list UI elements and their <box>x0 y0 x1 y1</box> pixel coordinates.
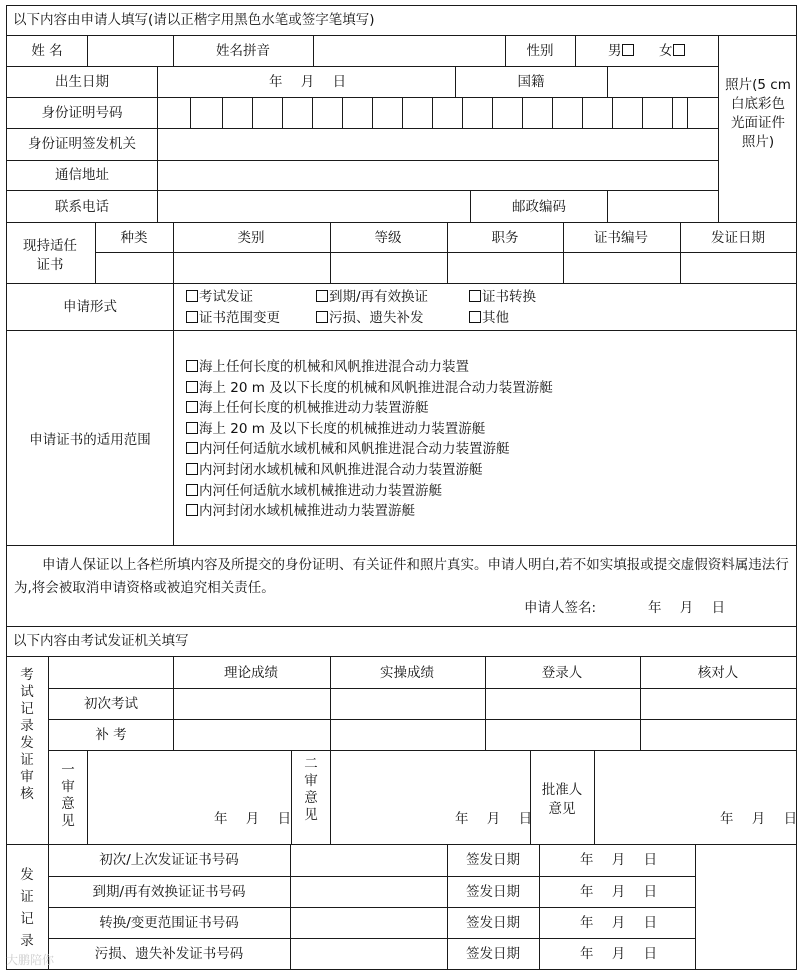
scope-item[interactable] <box>186 460 553 481</box>
address-label: 通信地址 <box>55 167 109 183</box>
rule <box>485 656 486 750</box>
exam-col-checker: 核对人 <box>697 665 739 681</box>
scope-item-label: 内河封闭水域机械和风帆推进混合动力装置游艇 <box>199 461 483 478</box>
rule <box>330 750 331 844</box>
option-exam-issue[interactable] <box>186 289 253 305</box>
gender-male-option[interactable] <box>608 43 635 59</box>
female-label: 女 <box>659 43 673 59</box>
rule <box>402 97 403 128</box>
checkbox[interactable] <box>186 504 198 516</box>
rule <box>505 35 506 66</box>
checkbox[interactable] <box>316 290 328 302</box>
phone-label: 联系电话 <box>55 199 109 215</box>
rule <box>6 5 797 6</box>
option-other[interactable] <box>469 310 509 326</box>
scope-item-label: 海上 20 m 及以下长度的机械和风帆推进混合动力装置游艇 <box>199 379 553 396</box>
birth-date-label: 出生日期 <box>55 74 109 90</box>
cert-col-category: 类别 <box>237 230 265 246</box>
photo-box[interactable]: 照片(5 cm白底彩色光面证件照片) <box>725 77 791 150</box>
rule <box>6 330 797 331</box>
exam-record-label: 考试记录发证审核 <box>20 667 34 802</box>
rule <box>6 190 718 191</box>
rule <box>87 750 88 844</box>
rule <box>252 97 253 128</box>
issue-date-field[interactable]: 年 月 日 <box>580 852 658 868</box>
rule <box>48 938 695 939</box>
rule <box>672 97 673 128</box>
rule <box>6 222 797 223</box>
rule <box>313 35 314 66</box>
rule <box>607 66 608 97</box>
checkbox[interactable] <box>186 381 198 393</box>
rule <box>173 283 174 545</box>
scope-item-label: 内河任何适航水域机械推进动力装置游艇 <box>199 482 442 499</box>
rule <box>6 626 797 627</box>
rule <box>530 750 531 844</box>
rule <box>48 656 49 969</box>
issue-date-field[interactable]: 年 月 日 <box>580 884 658 900</box>
issue-row-renewal: 到期/再有效换证证书号码 <box>92 884 246 900</box>
rule <box>48 907 695 908</box>
scope-item[interactable] <box>186 378 553 399</box>
signature-label: 申请人签名: <box>524 600 597 616</box>
rule <box>642 97 643 128</box>
checkbox[interactable] <box>469 290 481 302</box>
issue-date-label: 签发日期 <box>466 946 520 962</box>
option-scope-change[interactable] <box>186 310 280 326</box>
section2-header: 以下内容由考试发证机关填写 <box>13 633 189 649</box>
rule <box>6 283 797 284</box>
female-checkbox[interactable] <box>673 44 685 56</box>
rule <box>447 844 448 969</box>
issue-date-label: 签发日期 <box>466 852 520 868</box>
watermark: 大鹏陪你 <box>6 953 55 967</box>
cert-col-grade: 等级 <box>374 230 402 246</box>
scope-item-label: 海上任何长度的机械和风帆推进混合动力装置 <box>199 359 469 375</box>
current-cert-label: 现持适任证书 <box>23 238 77 273</box>
postal-code-label: 邮政编码 <box>512 199 566 215</box>
rule <box>48 688 797 689</box>
review1-label: 一审意见 <box>61 762 75 829</box>
rule <box>372 97 373 128</box>
issue-row-conversion: 转换/变更范围证书号码 <box>99 915 239 931</box>
scope-label: 申请证书的适用范围 <box>29 432 151 448</box>
rule <box>290 844 291 969</box>
review2-date[interactable]: 年 月 日 <box>455 811 533 827</box>
exam-col-theory: 理论成绩 <box>224 665 278 681</box>
rule <box>455 66 456 97</box>
exam-col-recorder: 登录人 <box>541 665 583 681</box>
rule <box>157 66 158 222</box>
rule <box>492 97 493 128</box>
rule <box>6 545 797 546</box>
rule <box>173 656 174 750</box>
male-checkbox[interactable] <box>622 44 634 56</box>
checkbox[interactable] <box>186 311 198 323</box>
gender-label: 性别 <box>526 43 554 59</box>
rule <box>539 844 540 969</box>
exam-col-practical: 实操成绩 <box>380 665 434 681</box>
rule <box>582 97 583 128</box>
issue-date-field[interactable]: 年 月 日 <box>580 946 658 962</box>
rule <box>48 719 797 720</box>
id-issuer-label: 身份证明签发机关 <box>28 136 136 152</box>
issue-row-reissue: 污损、遗失补发证书号码 <box>94 946 244 962</box>
birth-date-field[interactable]: 年 月 日 <box>269 74 347 90</box>
option-label: 其他 <box>482 310 509 326</box>
rule <box>447 222 448 283</box>
issue-date-label: 签发日期 <box>466 884 520 900</box>
cert-col-date: 发证日期 <box>711 230 765 246</box>
checkbox[interactable] <box>186 290 198 302</box>
rule <box>607 190 608 222</box>
scope-item[interactable] <box>186 419 553 440</box>
scope-list <box>186 357 553 522</box>
male-label: 男 <box>608 43 622 59</box>
issue-row-first: 初次/上次发证证书号码 <box>99 852 239 868</box>
option-label: 证书范围变更 <box>199 310 280 326</box>
rule <box>6 844 797 845</box>
review1-date[interactable]: 年 月 日 <box>214 811 292 827</box>
declaration-text: 申请人保证以上各栏所填内容及所提交的身份证明、有关证件和照片真实。申请人明白,若不如实填报或提交虚假资料属违法行为,将会被取消申请资格或被追究相关责任。 <box>14 557 789 596</box>
rule <box>95 222 96 283</box>
rule <box>330 222 331 283</box>
rule <box>6 128 718 129</box>
exam-row-makeup: 补 考 <box>95 727 127 743</box>
id-number-label: 身份证明号码 <box>41 105 123 121</box>
scope-item[interactable] <box>186 439 553 460</box>
option-conversion[interactable] <box>469 289 536 305</box>
scope-item-label: 海上 20 m 及以下长度的机械推进动力装置游艇 <box>199 420 486 437</box>
scope-item[interactable] <box>186 398 553 419</box>
gender-female-option[interactable] <box>659 43 686 59</box>
approver-date[interactable]: 年 月 日 <box>720 811 798 827</box>
rule <box>87 35 88 66</box>
rule <box>222 97 223 128</box>
name-pinyin-label: 姓名拼音 <box>216 43 270 59</box>
cert-col-number: 证书编号 <box>594 230 648 246</box>
checkbox[interactable] <box>469 311 481 323</box>
rule <box>173 222 174 283</box>
checkbox[interactable] <box>186 422 198 434</box>
option-label: 证书转换 <box>482 289 536 305</box>
option-reissue[interactable] <box>316 310 424 326</box>
rule <box>575 35 576 66</box>
option-label: 考试发证 <box>199 289 253 305</box>
name-label: 姓 名 <box>31 43 63 59</box>
nationality-label: 国籍 <box>517 74 545 90</box>
rule <box>680 222 681 283</box>
rule <box>470 190 471 222</box>
rule <box>563 222 564 283</box>
checkbox[interactable] <box>186 401 198 413</box>
issue-date-field[interactable]: 年 月 日 <box>580 915 658 931</box>
checkbox[interactable] <box>186 484 198 496</box>
checkbox[interactable] <box>316 311 328 323</box>
rule <box>48 750 797 751</box>
checkbox[interactable] <box>186 442 198 454</box>
issue-record-label: 发证记录 <box>20 867 34 949</box>
option-label: 到期/再有效换证 <box>329 289 429 305</box>
cert-col-kind: 种类 <box>120 230 148 246</box>
rule <box>190 97 191 128</box>
scope-item-label: 内河封闭水域机械推进动力装置游艇 <box>199 503 415 520</box>
rule <box>612 97 613 128</box>
rule <box>6 656 797 657</box>
option-label: 污损、遗失补发 <box>329 310 424 326</box>
rule <box>282 97 283 128</box>
rule <box>6 35 797 36</box>
rule <box>432 97 433 128</box>
rule <box>173 35 174 66</box>
rule <box>522 97 523 128</box>
rule <box>6 66 718 67</box>
rule <box>48 876 695 877</box>
rule <box>687 97 688 128</box>
review2-label: 二审意见 <box>304 756 318 823</box>
rule <box>342 97 343 128</box>
scope-item[interactable] <box>186 501 553 522</box>
rule <box>718 35 719 223</box>
issue-date-label: 签发日期 <box>466 915 520 931</box>
rule <box>462 97 463 128</box>
checkbox[interactable] <box>186 360 198 372</box>
rule <box>640 656 641 750</box>
rule <box>312 97 313 128</box>
exam-row-first: 初次考试 <box>84 696 138 712</box>
scope-item[interactable] <box>186 357 553 378</box>
rule <box>552 97 553 128</box>
scope-item-label: 海上任何长度的机械推进动力装置游艇 <box>199 400 429 417</box>
cert-col-position: 职务 <box>491 230 519 246</box>
signature-date[interactable]: 年 月 日 <box>648 600 726 616</box>
rule <box>6 969 797 970</box>
scope-item[interactable] <box>186 481 553 502</box>
rule <box>330 656 331 750</box>
option-renewal[interactable] <box>316 289 428 305</box>
checkbox[interactable] <box>186 463 198 475</box>
section1-header: 以下内容由申请人填写(请以正楷字用黑色水笔或签字笔填写) <box>13 12 375 28</box>
rule <box>95 252 797 253</box>
rule <box>291 750 292 844</box>
application-form-label: 申请形式 <box>63 299 117 315</box>
scope-item-label: 内河任何适航水域机械和风帆推进混合动力装置游艇 <box>199 441 510 458</box>
rule <box>6 160 718 161</box>
approver-label: 批准人意见 <box>541 782 583 817</box>
rule <box>6 5 7 970</box>
rule <box>594 750 595 844</box>
rule <box>695 844 696 969</box>
